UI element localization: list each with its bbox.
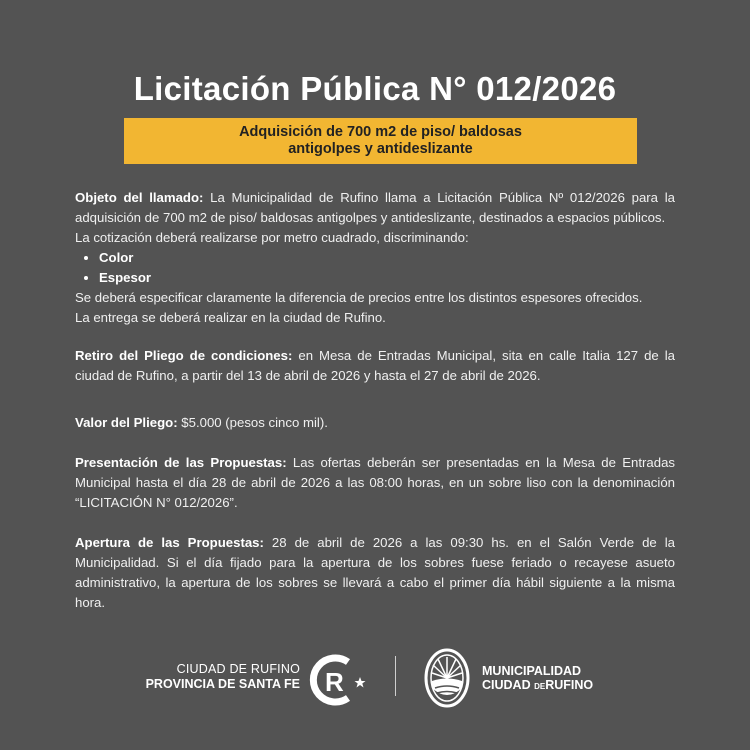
notice-body [75,188,675,613]
city-name: CIUDAD DE RUFINO [176,662,300,676]
municipality-caption [482,664,593,694]
banner-line-2: antigolpes y antideslizante [288,141,473,157]
cotizacion-text: La cotización deberá realizarse por metro cuadrado, discriminando: [75,230,469,245]
entrega-text: La entrega se deberá realizar en la ciudad de Rufino. [75,310,386,325]
presentacion-paragraph [75,453,675,513]
municipality-name: MUNICIPALIDAD [482,664,582,678]
presentacion-label: Presentación de las Propuestas: [75,455,287,470]
objeto-paragraph [75,188,675,228]
banner-line-1: Adquisición de 700 m2 de piso/ baldosas [239,124,522,140]
retiro-text: en Mesa de Entradas Municipal, sita en calle Italia 127 de la ciudad de Rufino, a partir del 13 de abril de 2026 y hasta el 27 de abril de 2026. [75,348,675,383]
retiro-label: Retiro del Pliego de condiciones: [75,348,293,363]
apertura-label: Apertura de las Propuestas: [75,535,264,550]
de-word: DE [534,682,546,691]
discrimination-list [75,248,675,288]
valor-label: Valor del Pliego: [75,415,178,430]
city-caption [146,662,300,692]
city-word: CIUDAD [482,678,535,692]
diferencia-text: Se deberá especificar claramente la diferencia de precios entre los distintos espesores ofrecidos. [75,290,643,305]
footer-divider [395,656,396,696]
list-item: • Color [99,248,675,268]
logo-letter: R [325,667,344,697]
footer [0,644,750,710]
municipal-seal-icon [424,648,470,708]
rufino-logo-icon [308,650,368,710]
retiro-paragraph [75,346,675,386]
apertura-paragraph [75,533,675,613]
apertura-text: 28 de abril de 2026 a las 09:30 hs. en el Salón Verde de la Municipalidad. Si el día fijado para la apertura de los sobres fuese feriado o recayese asueto administrativo, la apertura de los sobres se llevará a cabo el primer día hábil siguiente a la misma hora. [75,535,676,610]
province-name: PROVINCIA DE SANTA FE [145,677,300,691]
subject-banner [124,118,637,164]
rufino-word: RUFINO [545,678,594,692]
list-item: • Espesor [99,268,675,288]
presentacion-text: Las ofertas deberán ser presentadas en la Mesa de Entradas Municipal hasta el día 28 de abril de 2026 a las 08:00 horas, en un sobre liso con la denominación “LICITACIÓN N° 012/2026”. [75,455,675,510]
objeto-label: Objeto del llamado: [75,190,204,205]
valor-text: $5.000 (pesos cinco mil). [177,415,328,430]
valor-paragraph [75,413,675,433]
municipality-city [482,678,593,694]
objeto-text: La Municipalidad de Rufino llama a Licitación Pública Nº 012/2026 para la adquisición de 700 m2 de piso/ baldosas antigolpes y antideslizante, destinados a espacios públicos. [75,190,675,225]
page-title: Licitación Pública N° 012/2026 [133,70,617,107]
